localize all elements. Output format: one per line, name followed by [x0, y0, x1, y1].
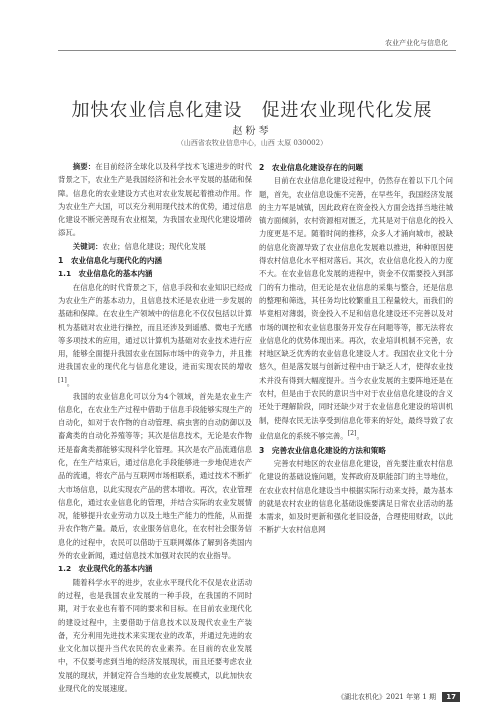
header-rule [58, 50, 456, 51]
keywords [58, 240, 252, 253]
section-heading-1: 1 农业信息化与现代化的内涵 [58, 256, 163, 266]
header-category: 农业产业化与信息化 [385, 39, 448, 47]
article-affiliation: （山西省农牧业信息中心，山西 太原 030002） [176, 139, 328, 147]
article-author: 赵粉琴 [232, 126, 272, 137]
abstract-text: 在目前经济全球化以及科学技术飞速进步的时代背景之下，农业生产是我国经济和社会水平发展的基础和保障。信息化的农业建设方式也对农业发展起着推动作用。作为农业生产大国，可以充分利用现代技术的优势，通过信息化建设不断完善现有农业框架，为我国农业现代化建设增砖添瓦。 [58, 162, 252, 238]
keywords-text: 农业；信息化建设；现代化发展 [102, 241, 206, 251]
paragraph: 目前在农业信息化建设过程中，仍然存在着以下几个问题，首先，农业信息设施不完善，在早些年，我国经济发展的主力军是城镇，因此政府在资金投入方面会选择当地往城镇方面倾斜，农村资源相对匮乏，尤其是对于信息化的投入力度更是不足。随着时间的推移，众多人才涌向城市，被缺的信息化资源导致了农业信息化发展难以推进，种种原因使得农村信息化水平相对落后。其次，农业信息化投入的力度不大。在农业信息化发展的进程中，资金不仅需要投入到部门的有力推动，但无论是农业信息的采集与整合，还是信息的整理和筛选，其任务均比较繁重且工程量较大，而我们的毕竟相对薄弱，资金投入不足和信息化建设还不完善以及对市场的调控和农业信息服务开发存在问题等等，都无法将农业信息化的优势体现出来。再次，农业培训机制不完善，农村地区缺乏优秀的农业信息化建设人才。我国农业文化十分悠久，但是落发展与创新过程中由于缺乏人才，使得农业技术并没有得到大幅度提升。当今农业发展的主要阵地还是在农村，但是由于农民的意识当中对于农业信息化建设的含义还处于理解阶段，同时还缺少对于农业信息化建设的培训机制，使得农民无法享受到信息化带来的好处，最终导致了农业信息化的系统不够完善。[2]。 [259, 176, 453, 441]
keywords-label: 关键词： [72, 241, 103, 251]
citation: [2] [347, 429, 357, 437]
paragraph: 随着科学水平的进步，农业水平现代化不仅是农业活动的过程，也是我国农业发展的一种手段，在我国的不同时期，对于农业也有着不同的要求和目标。在目前农业现代化的建设过程中，主要借助于信息技术以及现代农业生产装备，充分利用先进技术来实现农业的改革，并通过先进的农业文化加以提升当代农民的农业素养。在目前的农业发展中，不仅要考虑到当地的经济发展现状，而且还要考虑农业发展的现状，并制定符合当地的农业发展模式，以此加快农业现代化的发展速度。 [58, 577, 252, 694]
abstract [58, 160, 252, 240]
left-column [58, 160, 252, 695]
citation: [1] [58, 376, 67, 384]
paragraph: 完善农村地区的农业信息化建设，首先要注重农村信息化建设的基础设施问题，发挥政府及职能部门的主导地位，在农业农村信息化建设当中根据实际行动来支持，最为基本的就是农村农业的信息化基础设施要满足日常农业活动的基本需求，如及时更新和强化老旧设备，合理使用财政，以此不断扩大农村信息网 [259, 459, 453, 535]
subsection-heading-1-1: 1.1 农业信息化的基本内涵 [58, 269, 153, 279]
subsection-heading-1-2: 1.2 农业现代化的基本内涵 [58, 564, 153, 574]
article-title: 加快农业信息化建设 促进农业现代化发展 [71, 100, 433, 121]
paragraph: 在信息化的时代背景之下，信息手段和农业知识已经成为农业生产的基本动力，且信息技术还是农业进一步发展的基础和保障。在农业生产领域中的信息化不仅仅包括以计算机为基础对农业进行操控，而且还涉及到遥感、微电子光感等多项技术的应用，通过以计算机为基础对农业技术进行应用，能够全面提升我国农业在国际市场中的竞争力，并且推进我国农业的现代化与信息化建设，进而实现农民的增收[1]。 [58, 282, 252, 388]
abstract-label: 摘要： [72, 162, 96, 171]
footer-journal: 《湖北农机化》2021 年第 1 期 [337, 693, 437, 701]
footer [337, 692, 460, 702]
page-number: 17 [442, 692, 460, 702]
paragraph: 我国的农业信息化可以分为4个领域，首先是农业生产信息化，在农业生产过程中借助于信息手段能够实现生产的自动化，如对于农作物的自动管理、病虫害的自动防御以及畜禽类的自动化养殖等等；其次是信息技术，无论是农作物还是畜禽类都能够实现科学化管理。其次是农产品流通信息化，在生产结束后，通过信息化手段能够进一步地促进农产品的流通，将农产品与互联网市场相联系，通过技术不断扩大市场信息，以此实现农产品的营本增收。再次，农业管理信息化，通过农业信息化的管理，并结合实际的农业发展情况，能够提升农业劳动力以及土地生产能力的性能，从而提升农作物产量。最后，农业服务信息化，在农村社会服务信息化的过程中，农民可以借助于互联网媒体了解到各类国内外的农业新闻，通过信息技术加强对农民的农业指导。 [58, 391, 252, 561]
section-heading-2: 2 农业信息化建设存在的问题 [259, 163, 364, 172]
section-heading-3: 3 完善农业信息化建设的方法和策略 [259, 445, 386, 455]
right-column [259, 160, 453, 537]
